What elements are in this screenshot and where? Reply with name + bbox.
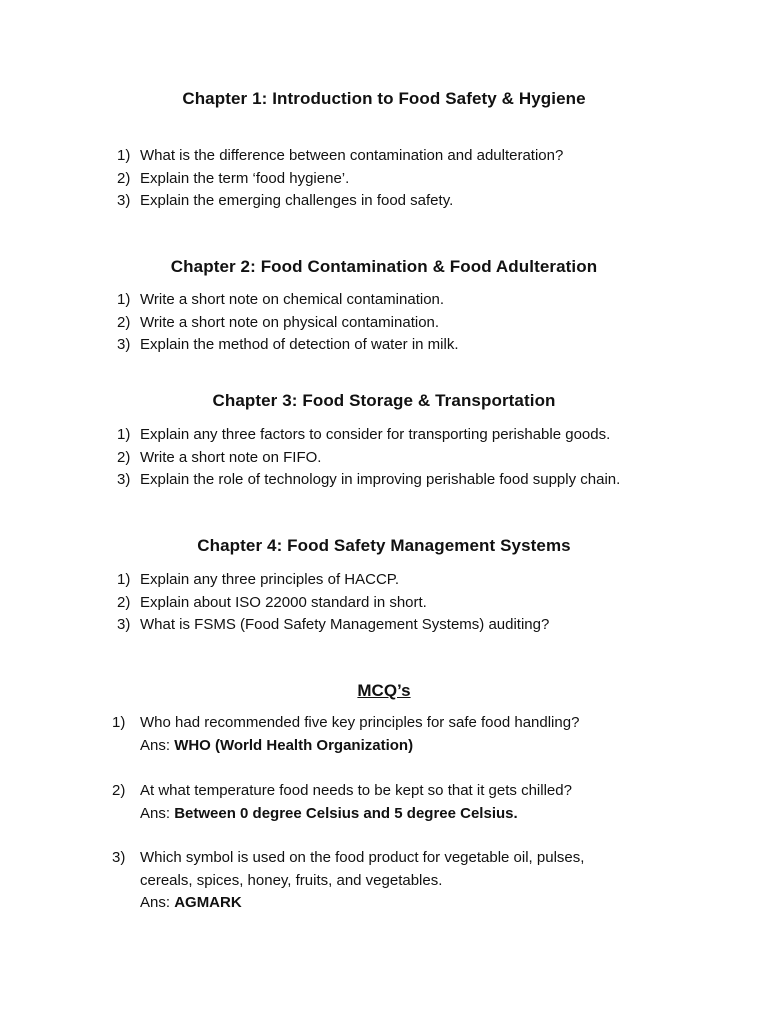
chapter-3-questions xyxy=(0,424,768,492)
question-text: Explain any three factors to consider for transporting perishable goods. xyxy=(140,426,611,443)
question-number: 2) xyxy=(117,448,131,466)
answer-value: AGMARK xyxy=(174,894,242,911)
mcq-question-text: Which symbol is used on the food product for vegetable oil, pulses, xyxy=(140,849,585,866)
mcq-item xyxy=(0,780,768,825)
mcq-question-line xyxy=(0,870,768,893)
question-number: 1) xyxy=(117,147,131,164)
question-text: Explain about ISO 22000 standard in short. xyxy=(140,593,427,611)
mcq-question-text: Who had recommended five key principles for safe food handling? xyxy=(140,714,580,731)
chapter-4-questions xyxy=(0,569,768,637)
mcq-question-line xyxy=(0,780,768,803)
mcq-answer-line xyxy=(0,892,768,915)
mcq-item xyxy=(0,712,768,757)
question-item xyxy=(0,614,768,637)
question-item xyxy=(0,168,768,191)
question-item xyxy=(0,592,768,615)
answer-label: Ans: xyxy=(140,804,175,822)
answer-label: Ans: xyxy=(140,736,175,754)
mcq-question-line xyxy=(0,847,768,870)
question-number: 2) xyxy=(117,169,131,187)
question-number: 2) xyxy=(117,313,131,331)
question-number: 2) xyxy=(117,593,131,611)
chapter-2-title: Chapter 2: Food Contamination & Food Adulteration xyxy=(170,257,598,276)
chapter-3-title: Chapter 3: Food Storage & Transportation xyxy=(212,391,556,410)
mcq-answer xyxy=(140,803,518,826)
mcq-answer-line xyxy=(0,803,768,826)
mcq-title: MCQ’s xyxy=(357,681,411,700)
question-text: Explain the term ‘food hygiene’. xyxy=(140,169,350,187)
mcq-question-text: At what temperature food needs to be kept so that it gets chilled? xyxy=(140,782,572,799)
question-number: 3) xyxy=(117,471,131,488)
answer-value: WHO (World Health Organization) xyxy=(174,736,414,754)
answer-value: Between 0 degree Celsius and 5 degree Celsius. xyxy=(174,804,518,822)
chapter-2-questions xyxy=(0,289,768,357)
question-text: What is FSMS (Food Safety Management Systems) auditing? xyxy=(140,616,550,633)
mcq-number: 3) xyxy=(112,849,126,866)
question-text: Explain the role of technology in improving perishable food supply chain. xyxy=(140,471,621,488)
question-text: Explain the method of detection of water in milk. xyxy=(140,336,459,353)
question-number: 3) xyxy=(117,336,131,353)
question-text: Write a short note on chemical contamination. xyxy=(140,291,445,308)
question-text: What is the difference between contamination and adulteration? xyxy=(140,147,564,164)
question-item xyxy=(0,424,768,447)
question-item xyxy=(0,447,768,470)
question-item xyxy=(0,569,768,592)
mcq-number: 2) xyxy=(112,782,126,799)
question-item xyxy=(0,469,768,492)
question-text: Write a short note on physical contamination. xyxy=(140,313,440,331)
mcq-answer-line xyxy=(0,735,768,758)
question-text: Explain any three principles of HACCP. xyxy=(140,571,400,588)
question-number: 1) xyxy=(117,426,131,443)
question-item xyxy=(0,190,768,213)
question-item xyxy=(0,145,768,168)
question-item xyxy=(0,312,768,335)
mcq-question-line xyxy=(0,712,768,735)
mcq-answer xyxy=(140,892,242,915)
mcq-number: 1) xyxy=(112,714,126,731)
chapter-1-title: Chapter 1: Introduction to Food Safety & Hygiene xyxy=(182,89,586,108)
question-text: Explain the emerging challenges in food safety. xyxy=(140,192,454,209)
mcq-item xyxy=(0,847,768,915)
question-item xyxy=(0,334,768,357)
mcq-answer xyxy=(140,735,413,758)
chapter-4-title: Chapter 4: Food Safety Management Systems xyxy=(197,536,571,555)
question-item xyxy=(0,289,768,312)
question-text: Write a short note on FIFO. xyxy=(140,448,322,466)
mcq-question-text: cereals, spices, honey, fruits, and vegetables. xyxy=(140,871,443,889)
question-number: 1) xyxy=(117,571,131,588)
answer-label: Ans: xyxy=(140,894,175,911)
question-number: 3) xyxy=(117,192,131,209)
question-number: 3) xyxy=(117,616,131,633)
question-number: 1) xyxy=(117,291,131,308)
chapter-1-questions xyxy=(0,145,768,213)
